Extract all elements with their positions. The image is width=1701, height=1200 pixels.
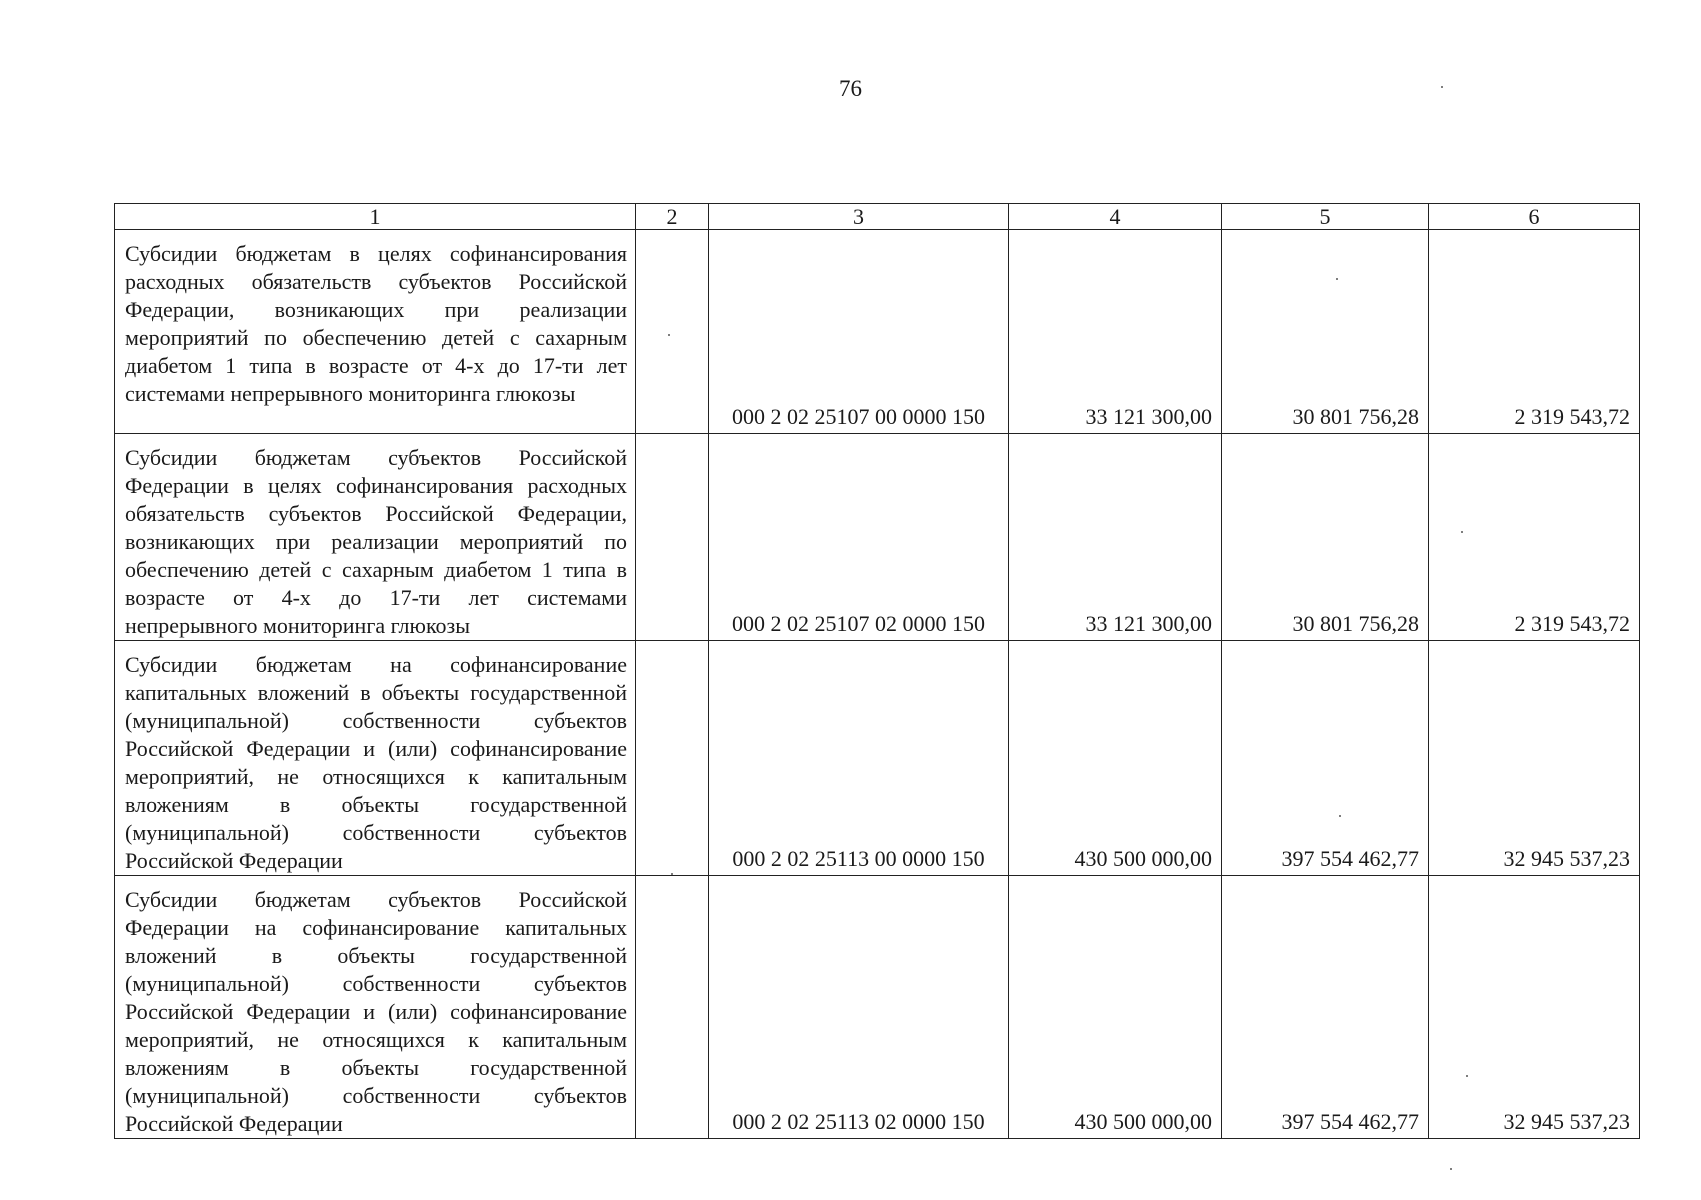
header-cell-6: 6 — [1429, 204, 1640, 230]
row-budget-code: 000 2 02 25113 02 0000 150 — [709, 876, 1009, 1139]
row-description: Субсидии бюджетам субъектов Российской Федерации на софинансирование капитальных вложений в объекты государственной (муниципальной) собственности субъектов Российской Федерации и (или) софинансирование мероприятий, не относящихся к капитальным вложениям в объекты государственной (муниципальной) собственности субъектов Российской Федерации — [115, 876, 636, 1139]
row-description: Субсидии бюджетам на софинансирование капитальных вложений в объекты государственной (муниципальной) собственности субъектов Российской Федерации и (или) софинансирование мероприятий, не относящихся к капитальным вложениям в объекты государственной (муниципальной) собственности субъектов Российской Федерации — [115, 641, 636, 876]
row-col2 — [636, 641, 709, 876]
row-col4-amount: 430 500 000,00 — [1009, 641, 1222, 876]
row-col5-amount: 30 801 756,28 — [1222, 434, 1429, 641]
row-col4-amount: 430 500 000,00 — [1009, 876, 1222, 1139]
table-row — [115, 230, 1640, 434]
row-budget-code: 000 2 02 25113 00 0000 150 — [709, 641, 1009, 876]
row-budget-code: 000 2 02 25107 02 0000 150 — [709, 434, 1009, 641]
budget-table — [114, 203, 1640, 1139]
header-cell-5: 5 — [1222, 204, 1429, 230]
row-budget-code: 000 2 02 25107 00 0000 150 — [709, 230, 1009, 434]
table-row — [115, 434, 1640, 641]
table-row — [115, 876, 1640, 1139]
row-col4-amount: 33 121 300,00 — [1009, 434, 1222, 641]
row-description: Субсидии бюджетам в целях софинансирования расходных обязательств субъектов Российской Федерации, возникающих при реализации мероприятий по обеспечению детей с сахарным диабетом 1 типа в возрасте от 4-х до 17-ти лет системами непрерывного мониторинга глюкозы — [115, 230, 636, 434]
scan-speck — [1450, 1168, 1452, 1170]
row-col2 — [636, 876, 709, 1139]
row-col6-amount: 32 945 537,23 — [1429, 641, 1640, 876]
row-col2 — [636, 434, 709, 641]
header-cell-2: 2 — [636, 204, 709, 230]
row-col4-amount: 33 121 300,00 — [1009, 230, 1222, 434]
header-cell-1: 1 — [115, 204, 636, 230]
header-cell-3: 3 — [709, 204, 1009, 230]
scan-speck — [1441, 86, 1443, 88]
row-col6-amount: 2 319 543,72 — [1429, 230, 1640, 434]
page-number: 76 — [839, 76, 862, 101]
table-row — [115, 641, 1640, 876]
header-cell-4: 4 — [1009, 204, 1222, 230]
row-col5-amount: 30 801 756,28 — [1222, 230, 1429, 434]
row-col6-amount: 2 319 543,72 — [1429, 434, 1640, 641]
row-description: Субсидии бюджетам субъектов Российской Федерации в целях софинансирования расходных обязательств субъектов Российской Федерации, возникающих при реализации мероприятий по обеспечению детей с сахарным диабетом 1 типа в возрасте от 4-х до 17-ти лет системами непрерывного мониторинга глюкозы — [115, 434, 636, 641]
row-col2 — [636, 230, 709, 434]
row-col6-amount: 32 945 537,23 — [1429, 876, 1640, 1139]
row-col5-amount: 397 554 462,77 — [1222, 641, 1429, 876]
row-col5-amount: 397 554 462,77 — [1222, 876, 1429, 1139]
header-row — [115, 204, 1640, 230]
